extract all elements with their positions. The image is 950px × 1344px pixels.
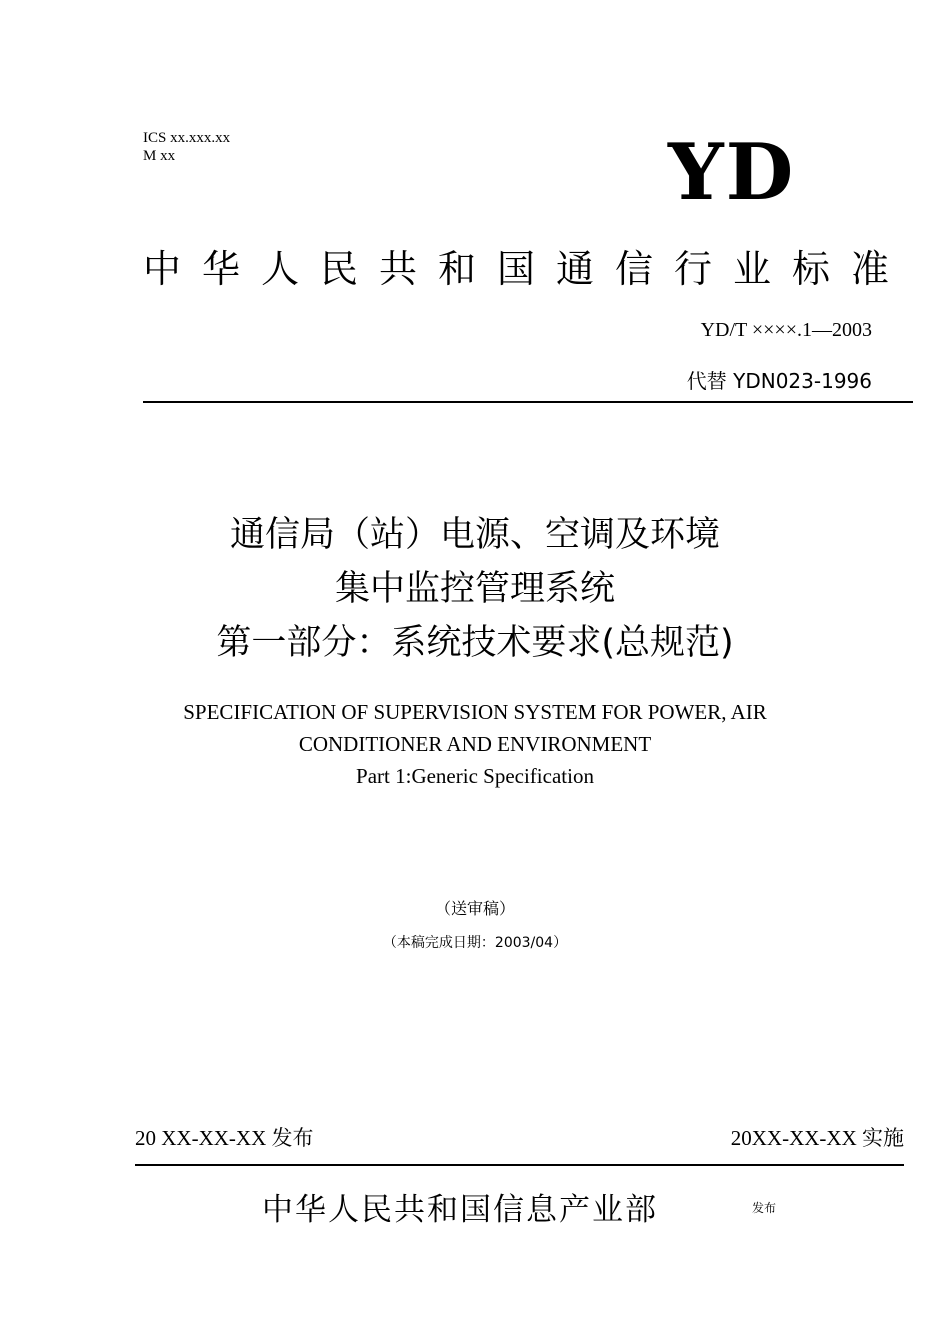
chinese-title <box>0 508 950 670</box>
ics-number: ICS xx.xxx.xx <box>143 130 231 146</box>
standard-code: YD/T ××××.1—2003 <box>700 319 872 341</box>
issuing-ministry-suffix: 发布 <box>752 1201 777 1215</box>
ics-code-block <box>143 129 230 165</box>
chinese-title-line-1: 通信局（站）电源、空调及环境 <box>229 515 720 555</box>
category-code: M xx <box>143 148 176 164</box>
english-title-line-3: Part 1:Generic Specification <box>356 764 594 788</box>
header-divider <box>143 401 913 403</box>
footer-divider <box>135 1164 904 1166</box>
chinese-title-line-2: 集中监控管理系统 <box>334 569 615 609</box>
replaces-standard: 代替 YDN023-1996 <box>686 369 872 393</box>
english-title-line-2: CONDITIONER AND ENVIRONMENT <box>298 732 652 756</box>
issue-date: 20 XX-XX-XX 发布 <box>135 1126 314 1150</box>
yd-logo: YD <box>668 127 796 218</box>
english-title <box>0 696 950 792</box>
implementation-date: 20XX-XX-XX 实施 <box>730 1126 904 1150</box>
completion-date: （本稿完成日期：2003/04） <box>382 935 568 951</box>
english-title-line-1: SPECIFICATION OF SUPERVISION SYSTEM FOR POWER, AIR <box>183 700 767 724</box>
review-draft-label: （送审稿） <box>434 899 515 918</box>
standard-name: 中华人民共和国通信行业标准 <box>143 247 911 291</box>
chinese-title-line-3: 第一部分：系统技术要求(总规范) <box>216 623 734 663</box>
issuing-ministry: 中华人民共和国信息产业部 <box>262 1192 658 1228</box>
